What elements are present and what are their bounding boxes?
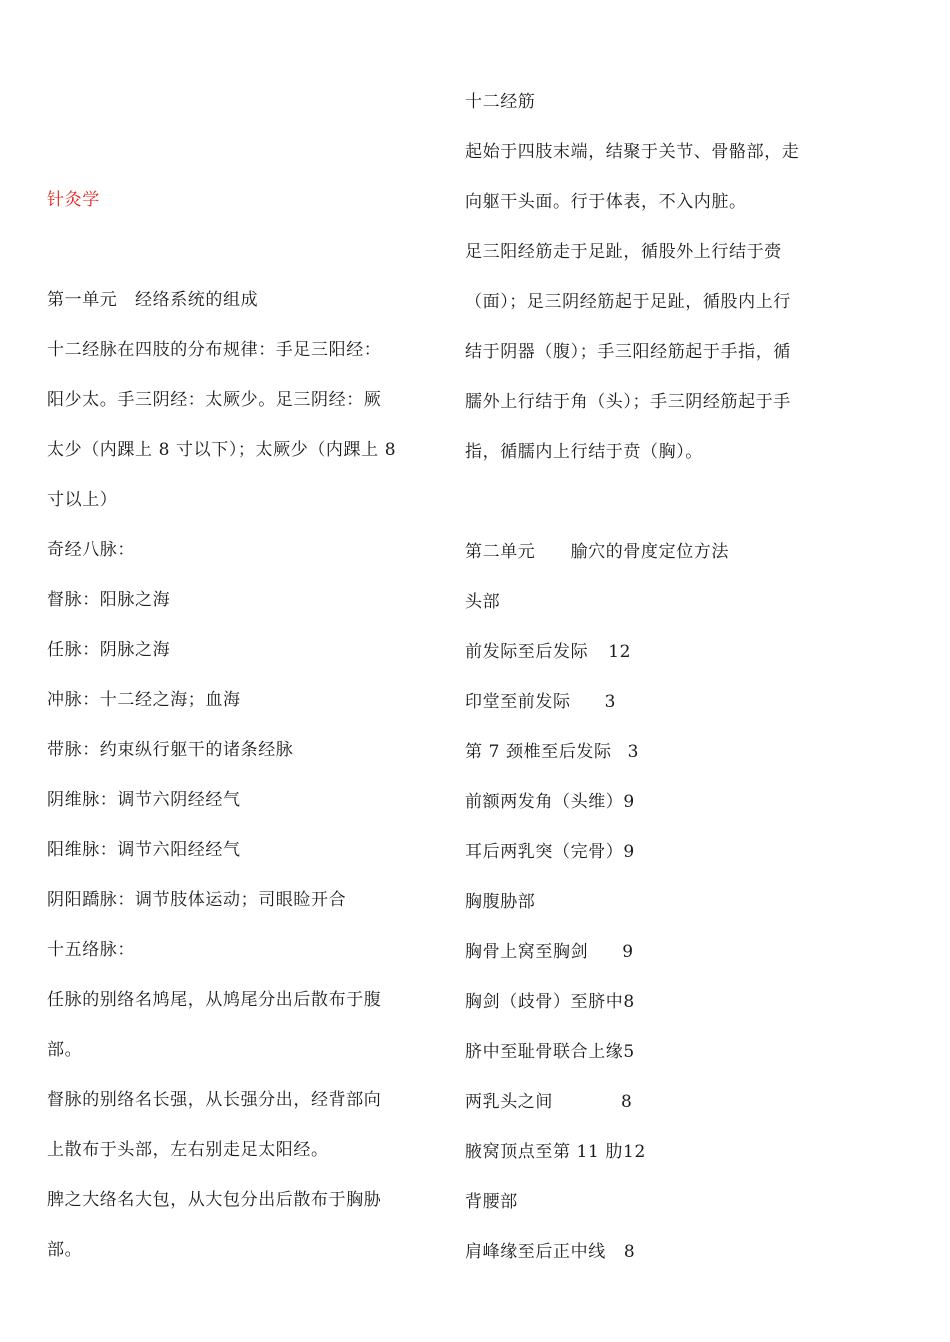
measurement-label: 印堂至前发际	[465, 692, 571, 712]
measurement-row	[465, 990, 635, 1014]
text-line: 督脉的别络名长强，从长强分出，经背部向	[47, 1090, 382, 1110]
measurement-value: 8	[623, 992, 635, 1012]
measurement-row	[465, 1140, 646, 1164]
measurement-label: 脐中至耻骨联合上缘	[465, 1042, 624, 1062]
jingjin-heading: 十二经筋	[465, 92, 536, 112]
measurement-value: 12	[608, 642, 632, 662]
measurement-row	[465, 940, 634, 964]
text-line: 任脉：阴脉之海	[47, 640, 171, 660]
measurement-row	[465, 690, 616, 714]
text-line: （面）；足三阴经筋起于足趾，循股内上行	[465, 292, 791, 312]
text-line: 奇经八脉：	[47, 540, 135, 560]
measurement-label: 前额两发角（头维）	[465, 792, 624, 812]
measurement-value: 3	[627, 742, 640, 762]
measurement-value: 5	[623, 1042, 635, 1062]
text-line: 督脉：阳脉之海	[47, 590, 171, 610]
measurement-value: 9	[622, 942, 634, 962]
measurement-label: 胸腹胁部	[465, 892, 536, 912]
measurement-label: 前发际至后发际	[465, 642, 589, 662]
text-line: 太少（内踝上 8 寸以下）；太厥少（内踝上 8	[47, 440, 397, 460]
text-line: 脾之大络名大包，从大包分出后散布于胸胁	[47, 1190, 382, 1210]
text-line: 任脉的别络名鸠尾，从鸠尾分出后散布于腹	[47, 990, 382, 1010]
measurement-row	[465, 1190, 518, 1214]
measurement-label: 头部	[465, 592, 501, 612]
measurement-label: 背腰部	[465, 1192, 518, 1212]
measurement-row	[465, 590, 500, 614]
text-line: 起始于四肢末端，结聚于关节、骨骼部，走	[465, 142, 800, 162]
measurement-value: 3	[604, 692, 617, 712]
measurement-label: 肩峰缘至后正中线	[465, 1242, 606, 1262]
text-line: 结于阴器（腹）；手三阳经筋起于手指，循	[465, 342, 791, 362]
measurement-value: 9	[623, 792, 635, 812]
text-line: 十二经脉在四肢的分布规律：手足三阳经：	[47, 340, 382, 360]
measurement-row	[465, 1040, 635, 1064]
text-line: 部。	[47, 1040, 83, 1060]
text-line: 冲脉：十二经之海；血海	[47, 690, 241, 710]
text-line: 上散布于头部，左右别走足太阳经。	[47, 1140, 329, 1160]
text-line: 指，循臑内上行结于贲（胸）。	[465, 442, 703, 462]
document-title: 针灸学	[47, 190, 100, 210]
measurement-row	[465, 740, 639, 764]
text-line: 十五络脉：	[47, 940, 135, 960]
text-line: 阴维脉：调节六阴经经气	[47, 790, 241, 810]
measurement-label: 两乳头之间	[465, 1092, 553, 1112]
measurement-row	[465, 1090, 632, 1114]
measurement-value: 8	[621, 1092, 633, 1112]
text-line: 臑外上行结于角（头）；手三阴经筋起于手	[465, 392, 791, 412]
measurement-row	[465, 890, 535, 914]
text-line: 部。	[47, 1240, 83, 1260]
measurement-row	[465, 1240, 635, 1264]
measurement-value: 9	[623, 842, 635, 862]
text-line: 足三阳经筋走于足趾，循股外上行结于赍	[465, 242, 782, 262]
text-line: 阳维脉：调节六阳经经气	[47, 840, 241, 860]
measurement-label: 耳后两乳突（完骨）	[465, 842, 624, 862]
measurement-label: 胸骨上窝至胸剑	[465, 942, 589, 962]
text-line: 带脉：约束纵行躯干的诸条经脉	[47, 740, 294, 760]
text-line: 阳少太。手三阴经：太厥少。足三阴经：厥	[47, 390, 382, 410]
measurement-value: 12	[623, 1142, 646, 1162]
measurement-row	[465, 790, 635, 814]
measurement-label: 腋窝顶点至第 11 肋	[465, 1142, 624, 1162]
measurement-label: 胸剑（歧骨）至脐中	[465, 992, 624, 1012]
text-line: 向躯干头面。行于体表，不入内脏。	[465, 192, 747, 212]
unit1-heading: 第一单元 经络系统的组成	[47, 290, 259, 310]
text-line: 寸以上）	[47, 490, 118, 510]
unit2-heading: 第二单元 腧穴的骨度定位方法	[465, 542, 729, 562]
measurement-row	[465, 840, 635, 864]
measurement-value: 8	[623, 1242, 636, 1262]
measurement-label: 第 7 颈椎至后发际	[465, 742, 612, 762]
text-line: 阴阳蹻脉：调节肢体运动；司眼睑开合	[47, 890, 347, 910]
measurement-row	[465, 640, 631, 664]
